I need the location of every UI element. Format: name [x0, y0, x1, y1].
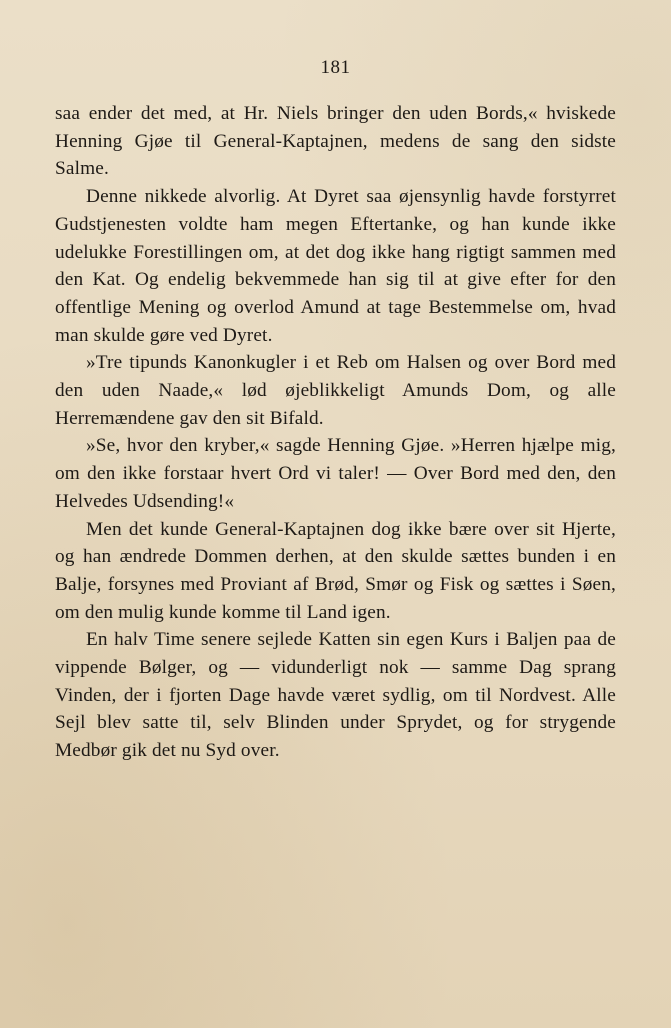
paragraph-5: Men det kunde General-Kaptajnen dog ikke bære over sit Hjerte, og han ændrede Dommen derhen, at den skulde sættes bunden i en Balje, forsynes med Proviant af Brød, Smør og Fisk og sættes i Søen, om den mulig kunde komme til Land igen.: [55, 518, 616, 623]
paragraph-3: »Tre tipunds Kanonkugler i et Reb om Halsen og over Bord med den uden Naade,« lød øjeblikkeligt Amunds Dom, og alle Herremændene gav den sit Bifald.: [55, 352, 616, 429]
page-number: 181: [320, 57, 351, 78]
paragraph-1: saa ender det med, at Hr. Niels bringer den uden Bords,« hviskede Henning Gjøe til General-Kaptajnen, medens de sang den sidste Salme.: [55, 103, 616, 180]
paragraph-2: Denne nikkede alvorlig. At Dyret saa øjensynlig havde forstyrret Gudstjenesten voldte ham megen Eftertanke, og han kunde ikke udelukke Forestillingen om, at det dog ikke hang rigtigt sammen med den Kat. Og endelig bekvemmede han sig til at give efter for den offentlige Mening og overlod Amund at tage Bestemmelse om, hvad man skulde gøre ved Dyret.: [55, 186, 616, 346]
paragraph-6: En halv Time senere sejlede Katten sin egen Kurs i Baljen paa de vippende Bølger, og — vidunderligt nok — samme Dag sprang Vinden, der i fjorten Dage havde været sydlig, om til Nordvest. Alle Sejl blev satte til, selv Blinden under Sprydet, og for strygende Medbør gik det nu Syd over.: [55, 629, 616, 762]
paragraph-4: »Se, hvor den kryber,« sagde Henning Gjøe. »Herren hjælpe mig, om den ikke forstaar hvert Ord vi taler! — Over Bord med den, den Helvedes Udsending!«: [55, 435, 616, 512]
body-text: [55, 100, 616, 765]
